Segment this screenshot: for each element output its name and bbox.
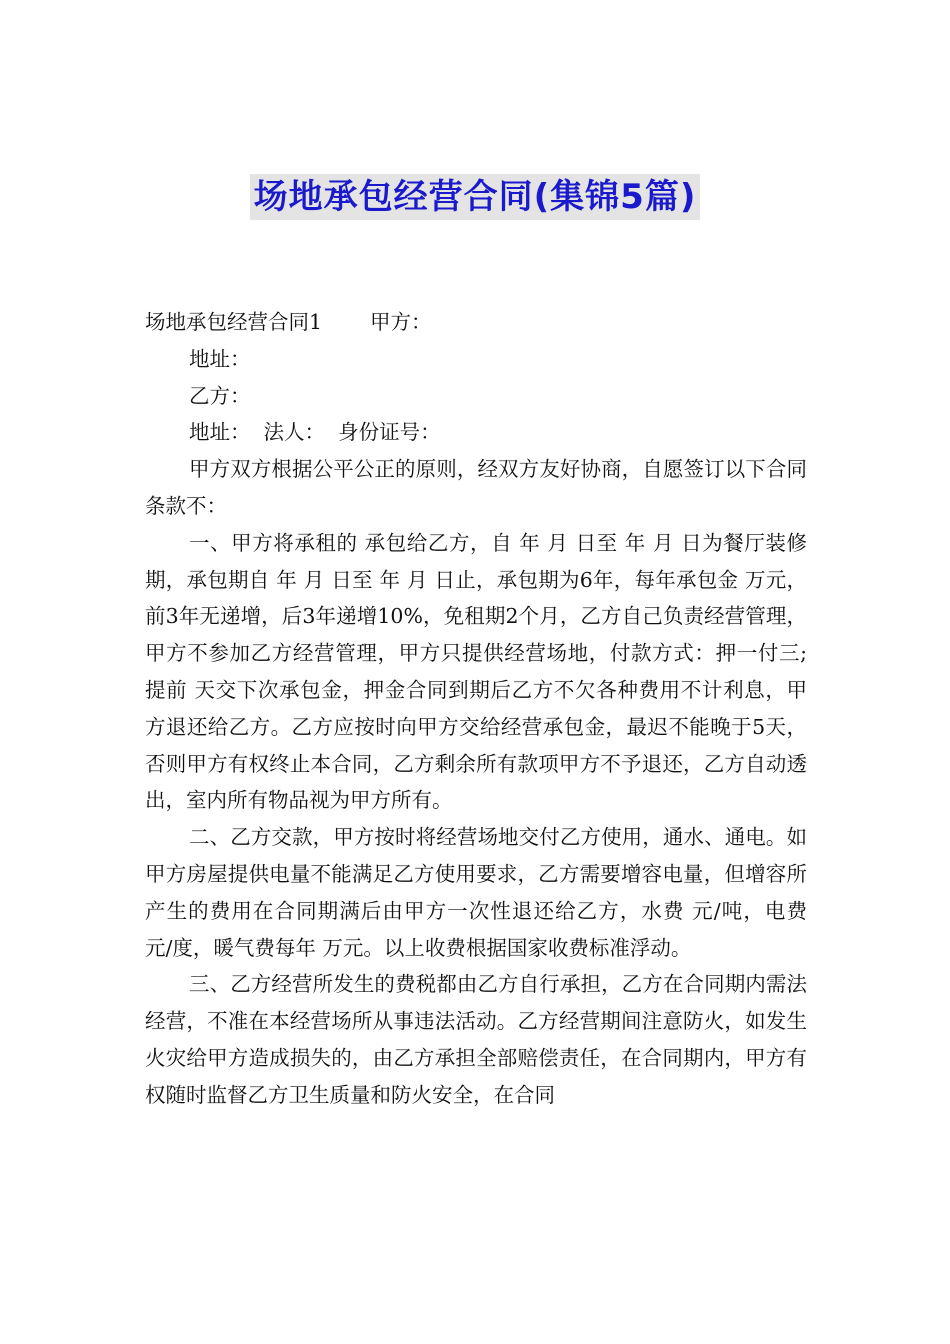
- address-legal-id-line: 地址： 法人： 身份证号：: [189, 420, 441, 445]
- heading-line: [145, 304, 807, 341]
- document-body: [145, 304, 807, 1114]
- contract-heading: 场地承包经营合同1: [145, 310, 323, 334]
- document-title: 场地承包经营合同(集锦5篇): [250, 174, 701, 220]
- clause-1-paragraph: 一、甲方将承租的 承包给乙方，自 年 月 日至 年 月 日为餐厅装修期，承包期自 年 月 日至 年 月 日止，承包期为6年，每年承包金 万元，前3年无递增，后3年递增10%，免租期2个月，乙方自己负责经营管理，甲方不参加乙方经营管理，甲方只提供经营场地，付款方式：押一付三;提前 天交下次承包金，押金合同到期后乙方不欠各种费用不计利息，甲方退还给乙方。乙方应按时向甲方交给经营承包金，最迟不能晚于5天，否则甲方有权终止本合同，乙方剩余所有款项甲方不予退还，乙方自动透出，室内所有物品视为甲方所有。: [145, 530, 807, 813]
- address-line: 地址：: [189, 346, 251, 371]
- party-a-label: 甲方：: [370, 310, 432, 334]
- party-b-line: 乙方：: [189, 383, 251, 408]
- title-block: [0, 174, 950, 220]
- clause-2-paragraph: 二、乙方交款，甲方按时将经营场地交付乙方使用，通水、通电。如甲方房屋提供电量不能满足乙方使用要求，乙方需要增容电量，但增容所产生的费用在合同期满后由甲方一次性退还给乙方，水费 元/吨，电费 元/度，暖气费每年 万元。以上收费根据国家收费标准浮动。: [145, 825, 807, 960]
- clause-3-paragraph: 三、乙方经营所发生的费税都由乙方自行承担，乙方在合同期内需法经营，不准在本经营场所从事违法活动。乙方经营期间注意防火，如发生火灾给甲方造成损失的，由乙方承担全部赔偿责任，在合同期内，甲方有权随时监督乙方卫生质量和防火安全，在合同: [145, 972, 807, 1107]
- preamble-paragraph: 甲方双方根据公平公正的原则，经双方友好协商，自愿签订以下合同条款不：: [145, 457, 807, 518]
